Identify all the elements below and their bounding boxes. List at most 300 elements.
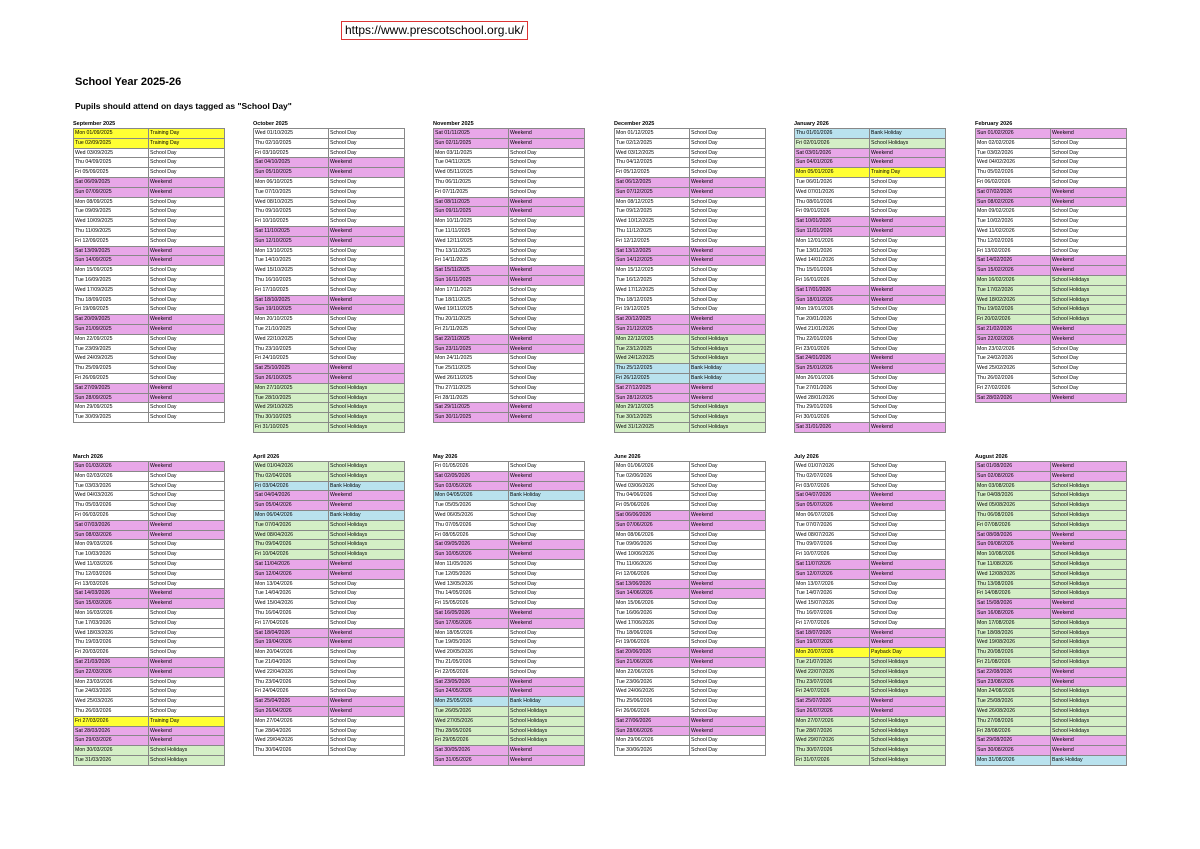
day-type: School Day	[870, 256, 946, 266]
day-date: Tue 03/03/2026	[74, 481, 149, 491]
day-type: Weekend	[1051, 197, 1127, 207]
month-table	[975, 461, 1127, 766]
calendar-day-row	[976, 197, 1127, 207]
day-date: Thu 14/05/2026	[434, 589, 509, 599]
day-type: School Day	[149, 207, 225, 217]
day-date: Tue 30/06/2026	[615, 746, 690, 756]
day-type: Weekend	[690, 716, 766, 726]
day-type: School Holidays	[329, 422, 405, 432]
day-type: Weekend	[329, 559, 405, 569]
calendar-day-row	[976, 599, 1127, 609]
calendar-day-row	[434, 716, 585, 726]
day-date: Sun 15/02/2026	[976, 266, 1051, 276]
day-date: Mon 18/05/2026	[434, 628, 509, 638]
day-date: Mon 17/08/2026	[976, 618, 1051, 628]
day-type: Weekend	[329, 706, 405, 716]
calendar-day-row	[74, 501, 225, 511]
calendar-day-row	[615, 628, 766, 638]
calendar-day-row	[74, 129, 225, 139]
day-type: Weekend	[329, 491, 405, 501]
day-date: Fri 12/06/2026	[615, 569, 690, 579]
calendar-day-row	[434, 138, 585, 148]
calendar-day-row	[254, 471, 405, 481]
calendar-day-row	[795, 540, 946, 550]
day-type: School Day	[509, 569, 585, 579]
day-date: Sat 04/04/2026	[254, 491, 329, 501]
day-type: School Day	[690, 618, 766, 628]
calendar-day-row	[795, 746, 946, 756]
day-type: Weekend	[690, 393, 766, 403]
calendar-day-row	[74, 354, 225, 364]
day-type: School Day	[1051, 148, 1127, 158]
calendar-day-row	[254, 628, 405, 638]
day-type: School Day	[690, 608, 766, 618]
day-type: School Day	[509, 236, 585, 246]
day-date: Fri 26/09/2025	[74, 373, 149, 383]
day-type: School Day	[509, 256, 585, 266]
day-type: Weekend	[690, 510, 766, 520]
day-type: School Holidays	[870, 716, 946, 726]
day-type: Weekend	[329, 697, 405, 707]
day-type: Weekend	[149, 383, 225, 393]
calendar-day-row	[434, 628, 585, 638]
calendar-day-row	[976, 579, 1127, 589]
day-date: Wed 22/07/2026	[795, 667, 870, 677]
day-type: School Day	[690, 295, 766, 305]
calendar-day-row	[434, 226, 585, 236]
day-type: School Day	[1051, 364, 1127, 374]
day-date: Thu 19/03/2026	[74, 638, 149, 648]
day-type: School Day	[329, 618, 405, 628]
day-date: Thu 04/12/2025	[615, 158, 690, 168]
day-date: Wed 18/03/2026	[74, 628, 149, 638]
day-type: School Day	[509, 177, 585, 187]
day-date: Tue 23/09/2025	[74, 344, 149, 354]
calendar-day-row	[434, 217, 585, 227]
day-type: School Day	[870, 462, 946, 472]
day-date: Wed 20/05/2026	[434, 648, 509, 658]
month-block	[794, 453, 944, 766]
day-type: Training Day	[149, 716, 225, 726]
calendar-day-row	[976, 746, 1127, 756]
day-date: Wed 26/08/2026	[976, 706, 1051, 716]
month-table	[73, 128, 225, 423]
day-type: School Day	[1051, 226, 1127, 236]
day-date: Sat 16/05/2026	[434, 608, 509, 618]
calendar-day-row	[254, 305, 405, 315]
day-date: Wed 28/01/2026	[795, 393, 870, 403]
day-type: Weekend	[690, 324, 766, 334]
day-type: School Day	[509, 187, 585, 197]
day-date: Thu 19/02/2026	[976, 305, 1051, 315]
day-date: Thu 01/01/2026	[795, 129, 870, 139]
day-date: Fri 02/01/2026	[795, 138, 870, 148]
day-type: School Holidays	[1051, 579, 1127, 589]
day-type: School Day	[690, 491, 766, 501]
day-type: School Day	[509, 148, 585, 158]
day-date: Wed 15/07/2026	[795, 599, 870, 609]
day-date: Sat 11/10/2025	[254, 226, 329, 236]
calendar-day-row	[254, 559, 405, 569]
calendar-day-row	[434, 697, 585, 707]
calendar-day-row	[795, 236, 946, 246]
day-type: Weekend	[690, 246, 766, 256]
calendar-day-row	[254, 550, 405, 560]
day-type: School Holidays	[149, 746, 225, 756]
calendar-day-row	[74, 413, 225, 423]
day-type: Weekend	[1051, 256, 1127, 266]
calendar-day-row	[74, 295, 225, 305]
calendar-day-row	[434, 315, 585, 325]
calendar-day-row	[615, 403, 766, 413]
day-type: School Day	[329, 315, 405, 325]
day-type: School Day	[870, 246, 946, 256]
day-date: Sat 25/07/2026	[795, 697, 870, 707]
day-type: School Day	[1051, 373, 1127, 383]
school-url-link[interactable]: https://www.prescotschool.org.uk/	[341, 21, 528, 40]
day-date: Fri 03/10/2025	[254, 148, 329, 158]
day-type: School Day	[690, 599, 766, 609]
day-date: Mon 24/08/2026	[976, 687, 1051, 697]
day-date: Mon 26/01/2026	[795, 373, 870, 383]
day-date: Thu 04/09/2025	[74, 158, 149, 168]
day-date: Fri 14/08/2026	[976, 589, 1051, 599]
day-type: School Day	[870, 324, 946, 334]
day-date: Tue 11/11/2025	[434, 226, 509, 236]
calendar-day-row	[254, 158, 405, 168]
calendar-day-row	[976, 736, 1127, 746]
day-type: School Day	[1051, 158, 1127, 168]
day-date: Fri 15/05/2026	[434, 599, 509, 609]
calendar-day-row	[795, 618, 946, 628]
day-type: School Day	[870, 413, 946, 423]
calendar-day-row	[615, 334, 766, 344]
day-date: Mon 19/01/2026	[795, 305, 870, 315]
day-date: Thu 02/07/2026	[795, 471, 870, 481]
day-type: School Holidays	[329, 540, 405, 550]
day-type: School Day	[149, 510, 225, 520]
day-type: School Holidays	[1051, 687, 1127, 697]
day-type: Weekend	[329, 236, 405, 246]
day-type: School Day	[149, 295, 225, 305]
day-type: School Day	[870, 510, 946, 520]
day-date: Thu 27/11/2025	[434, 383, 509, 393]
day-type: School Day	[690, 559, 766, 569]
day-date: Sun 11/01/2026	[795, 226, 870, 236]
calendar-day-row	[795, 648, 946, 658]
day-type: School Day	[329, 599, 405, 609]
calendar-day-row	[434, 599, 585, 609]
day-type: Weekend	[1051, 471, 1127, 481]
day-date: Thu 09/04/2026	[254, 540, 329, 550]
calendar-day-row	[795, 491, 946, 501]
calendar-day-row	[795, 354, 946, 364]
day-date: Sat 02/05/2026	[434, 471, 509, 481]
day-date: Mon 23/03/2026	[74, 677, 149, 687]
calendar-day-row	[254, 677, 405, 687]
calendar-day-row	[254, 687, 405, 697]
day-type: Weekend	[329, 373, 405, 383]
day-type: Weekend	[690, 383, 766, 393]
calendar-day-row	[254, 403, 405, 413]
day-date: Thu 05/02/2026	[976, 168, 1051, 178]
day-date: Sun 26/04/2026	[254, 706, 329, 716]
day-type: School Day	[870, 403, 946, 413]
day-date: Mon 10/08/2026	[976, 550, 1051, 560]
day-type: School Day	[509, 295, 585, 305]
calendar-day-row	[434, 471, 585, 481]
day-type: School Day	[870, 393, 946, 403]
day-type: Weekend	[149, 315, 225, 325]
day-date: Thu 09/07/2026	[795, 540, 870, 550]
day-type: School Holidays	[870, 138, 946, 148]
day-date: Mon 20/10/2025	[254, 315, 329, 325]
day-date: Tue 09/09/2025	[74, 207, 149, 217]
calendar-day-row	[434, 569, 585, 579]
calendar-day-row	[976, 481, 1127, 491]
day-date: Sat 28/03/2026	[74, 726, 149, 736]
day-type: School Day	[870, 608, 946, 618]
calendar-day-row	[615, 373, 766, 383]
day-date: Sat 21/03/2026	[74, 657, 149, 667]
calendar-day-row	[615, 354, 766, 364]
day-type: School Day	[149, 373, 225, 383]
day-type: School Day	[509, 217, 585, 227]
calendar-day-row	[254, 638, 405, 648]
calendar-day-row	[795, 226, 946, 236]
day-date: Tue 26/05/2026	[434, 706, 509, 716]
day-date: Thu 20/08/2026	[976, 648, 1051, 658]
day-date: Thu 23/04/2026	[254, 677, 329, 687]
day-type: School Day	[329, 687, 405, 697]
day-type: School Holidays	[870, 746, 946, 756]
calendar-day-row	[254, 207, 405, 217]
day-date: Tue 12/05/2026	[434, 569, 509, 579]
day-type: School Day	[329, 736, 405, 746]
day-type: Weekend	[1051, 667, 1127, 677]
day-type: School Holidays	[1051, 589, 1127, 599]
day-date: Mon 08/06/2026	[615, 530, 690, 540]
day-date: Wed 01/04/2026	[254, 462, 329, 472]
day-type: School Holidays	[1051, 295, 1127, 305]
day-type: School Day	[870, 266, 946, 276]
day-type: School Day	[1051, 354, 1127, 364]
day-type: Weekend	[690, 657, 766, 667]
calendar-day-row	[74, 716, 225, 726]
day-date: Fri 03/04/2026	[254, 481, 329, 491]
day-date: Sun 26/10/2025	[254, 373, 329, 383]
day-date: Tue 24/02/2026	[976, 354, 1051, 364]
calendar-day-row	[254, 462, 405, 472]
day-type: School Day	[149, 501, 225, 511]
day-type: School Day	[509, 599, 585, 609]
calendar-day-row	[434, 383, 585, 393]
day-type: School Day	[1051, 246, 1127, 256]
calendar-day-row	[434, 168, 585, 178]
day-type: Weekend	[690, 520, 766, 530]
calendar-day-row	[615, 315, 766, 325]
calendar-day-row	[615, 393, 766, 403]
calendar-day-row	[74, 275, 225, 285]
calendar-day-row	[74, 285, 225, 295]
day-date: Tue 23/12/2025	[615, 344, 690, 354]
day-date: Sat 23/05/2026	[434, 677, 509, 687]
day-type: Weekend	[149, 530, 225, 540]
calendar-day-row	[615, 422, 766, 432]
calendar-day-row	[74, 569, 225, 579]
day-type: School Day	[509, 383, 585, 393]
day-date: Mon 01/06/2026	[615, 462, 690, 472]
day-type: School Day	[870, 540, 946, 550]
calendar-day-row	[615, 648, 766, 658]
day-type: School Day	[509, 364, 585, 374]
day-type: School Day	[690, 207, 766, 217]
calendar-day-row	[434, 559, 585, 569]
day-date: Fri 20/02/2026	[976, 315, 1051, 325]
day-date: Sat 15/08/2026	[976, 599, 1051, 609]
day-type: School Day	[1051, 383, 1127, 393]
day-type: School Day	[690, 687, 766, 697]
day-date: Sat 14/03/2026	[74, 589, 149, 599]
calendar-day-row	[615, 256, 766, 266]
day-type: Weekend	[509, 687, 585, 697]
day-type: Weekend	[329, 364, 405, 374]
day-date: Sun 04/01/2026	[795, 158, 870, 168]
day-date: Mon 24/11/2025	[434, 354, 509, 364]
day-date: Wed 27/05/2026	[434, 716, 509, 726]
calendar-day-row	[434, 667, 585, 677]
day-type: Weekend	[870, 354, 946, 364]
day-type: School Holidays	[329, 413, 405, 423]
day-date: Sun 23/11/2025	[434, 344, 509, 354]
calendar-day-row	[74, 540, 225, 550]
day-date: Mon 13/10/2025	[254, 246, 329, 256]
calendar-day-row	[74, 324, 225, 334]
day-date: Thu 30/10/2025	[254, 413, 329, 423]
calendar-day-row	[795, 687, 946, 697]
day-date: Sun 05/07/2026	[795, 501, 870, 511]
day-type: School Holidays	[1051, 726, 1127, 736]
day-type: School Day	[690, 501, 766, 511]
day-type: Bank Holiday	[1051, 755, 1127, 765]
day-date: Mon 13/04/2026	[254, 579, 329, 589]
calendar-day-row	[434, 491, 585, 501]
day-type: Weekend	[690, 726, 766, 736]
calendar-day-row	[795, 256, 946, 266]
day-date: Tue 24/03/2026	[74, 687, 149, 697]
day-type: School Day	[509, 628, 585, 638]
calendar-day-row	[254, 618, 405, 628]
day-date: Sun 19/10/2025	[254, 305, 329, 315]
calendar-day-row	[795, 462, 946, 472]
day-date: Wed 22/10/2025	[254, 334, 329, 344]
day-type: School Day	[690, 471, 766, 481]
day-type: School Day	[1051, 168, 1127, 178]
day-type: Weekend	[329, 305, 405, 315]
day-date: Sun 22/03/2026	[74, 667, 149, 677]
day-date: Fri 06/02/2026	[976, 177, 1051, 187]
day-type: School Day	[149, 344, 225, 354]
day-type: School Day	[509, 158, 585, 168]
day-date: Thu 23/10/2025	[254, 344, 329, 354]
calendar-day-row	[434, 354, 585, 364]
month-table	[794, 461, 946, 766]
day-date: Tue 10/02/2026	[976, 217, 1051, 227]
day-type: Weekend	[149, 187, 225, 197]
calendar-day-row	[976, 344, 1127, 354]
calendar-day-row	[434, 393, 585, 403]
day-date: Tue 09/12/2025	[615, 207, 690, 217]
day-type: School Day	[690, 305, 766, 315]
day-type: School Holidays	[329, 520, 405, 530]
day-date: Sat 20/06/2026	[615, 648, 690, 658]
day-date: Wed 24/09/2025	[74, 354, 149, 364]
day-type: School Day	[509, 285, 585, 295]
day-type: School Day	[509, 462, 585, 472]
calendar-day-row	[976, 236, 1127, 246]
day-date: Fri 26/06/2026	[615, 706, 690, 716]
day-date: Mon 08/09/2025	[74, 197, 149, 207]
day-date: Mon 31/08/2026	[976, 755, 1051, 765]
day-type: School Day	[329, 177, 405, 187]
day-date: Mon 15/09/2025	[74, 266, 149, 276]
day-type: Weekend	[149, 177, 225, 187]
day-type: Weekend	[1051, 393, 1127, 403]
day-date: Thu 08/01/2026	[795, 197, 870, 207]
calendar-day-row	[615, 344, 766, 354]
day-type: Weekend	[509, 207, 585, 217]
day-date: Fri 08/05/2026	[434, 530, 509, 540]
calendar-day-row	[976, 657, 1127, 667]
day-type: School Day	[329, 677, 405, 687]
day-type: School Day	[329, 129, 405, 139]
calendar-day-row	[615, 569, 766, 579]
day-type: Bank Holiday	[509, 697, 585, 707]
calendar-day-row	[795, 638, 946, 648]
day-date: Sat 06/06/2026	[615, 510, 690, 520]
day-date: Mon 16/02/2026	[976, 275, 1051, 285]
day-type: Weekend	[1051, 608, 1127, 618]
day-date: Tue 03/02/2026	[976, 148, 1051, 158]
day-date: Sun 26/07/2026	[795, 706, 870, 716]
calendar-day-row	[615, 540, 766, 550]
calendar-day-row	[976, 177, 1127, 187]
day-date: Tue 14/04/2026	[254, 589, 329, 599]
calendar-day-row	[795, 579, 946, 589]
day-date: Sat 29/11/2025	[434, 403, 509, 413]
day-date: Sun 12/04/2026	[254, 569, 329, 579]
calendar-day-row	[74, 550, 225, 560]
day-type: Weekend	[149, 256, 225, 266]
day-type: Weekend	[509, 334, 585, 344]
day-date: Wed 08/10/2025	[254, 197, 329, 207]
calendar-day-row	[976, 726, 1127, 736]
month-block	[614, 453, 764, 756]
day-date: Wed 17/09/2025	[74, 285, 149, 295]
day-date: Mon 27/04/2026	[254, 716, 329, 726]
day-date: Mon 22/06/2026	[615, 667, 690, 677]
month-name: September 2025	[73, 121, 116, 127]
day-type: School Holidays	[870, 667, 946, 677]
day-type: School Day	[690, 638, 766, 648]
calendar-day-row	[434, 462, 585, 472]
day-date: Sun 21/06/2026	[615, 657, 690, 667]
month-name: January 2026	[794, 121, 829, 127]
calendar-day-row	[795, 608, 946, 618]
day-date: Mon 01/12/2025	[615, 129, 690, 139]
day-type: Weekend	[870, 148, 946, 158]
day-type: Weekend	[870, 285, 946, 295]
